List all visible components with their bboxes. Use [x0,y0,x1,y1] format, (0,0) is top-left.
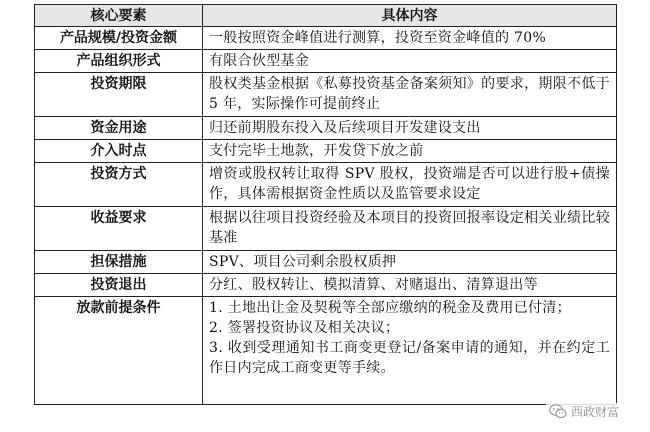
table-row [35,251,617,274]
table-row [35,27,617,50]
row-value [203,73,617,117]
table-row [35,140,617,163]
table-row [35,50,617,73]
row-value-line: 分红、股权转让、模拟清算、对赌退出、清算退出等 [209,277,538,293]
row-value [203,251,617,274]
row-value-line: 归还前期股东投入及后续项目开发建设支出 [209,120,481,136]
row-key: 投资期限 [35,73,203,117]
wechat-logo-icon [549,404,567,419]
row-key: 产品组织形式 [35,50,203,73]
table-row [35,297,617,405]
row-value [203,297,617,405]
row-value [203,274,617,297]
row-value-line: 增资或股权转让取得 SPV 股权，投资端是否可以进行股+债操作，具体需根据资金性质以及监管要求设定 [209,166,610,202]
table-row [35,274,617,297]
row-value-line: 一般按照资金峰值进行测算，投资至资金峰值的 70% [209,30,547,46]
table-row [35,207,617,251]
row-key: 投资退出 [35,274,203,297]
table-row [35,117,617,140]
table-row [35,163,617,207]
terms-table [34,4,617,405]
row-value-line: 有限合伙型基金 [209,53,310,69]
row-value-line: 1. 土地出让金及契税等全部应缴纳的税金及费用已付清； [209,300,571,316]
row-value [203,27,617,50]
row-value-line: SPV、项目公司剩余股权质押 [209,254,397,270]
watermark [546,403,622,420]
terms-table-container [34,4,616,405]
row-value-line: 股权类基金根据《私募投资基金备案须知》的要求，期限不低于 5 年，实际操作可提前终止 [209,76,610,112]
watermark-text: 西政财富 [571,405,620,419]
row-key: 投资方式 [35,163,203,207]
row-value-line: 3. 收到受理通知书工商变更登记/备案申请的通知，并在约定工作日内完成工商变更等手续。 [209,340,610,376]
header-cell-key: 核心要素 [35,5,203,27]
row-value [203,163,617,207]
row-key: 放款前提条件 [35,297,203,405]
row-key: 担保措施 [35,251,203,274]
row-key: 收益要求 [35,207,203,251]
row-value [203,140,617,163]
header-cell-value: 具体内容 [203,5,617,27]
row-value-line: 支付完毕土地款，开发贷下放之前 [209,143,424,159]
row-key: 介入时点 [35,140,203,163]
row-value [203,117,617,140]
table-row [35,73,617,117]
row-key: 资金用途 [35,117,203,140]
row-key: 产品规模/投资金额 [35,27,203,50]
header-row [35,5,617,27]
row-value [203,207,617,251]
row-value-line: 2. 签署投资协议及相关决议； [209,320,400,336]
row-value-line: 根据以往项目投资经验及本项目的投资回报率设定相关业绩比较基准 [209,210,610,246]
row-value [203,50,617,73]
